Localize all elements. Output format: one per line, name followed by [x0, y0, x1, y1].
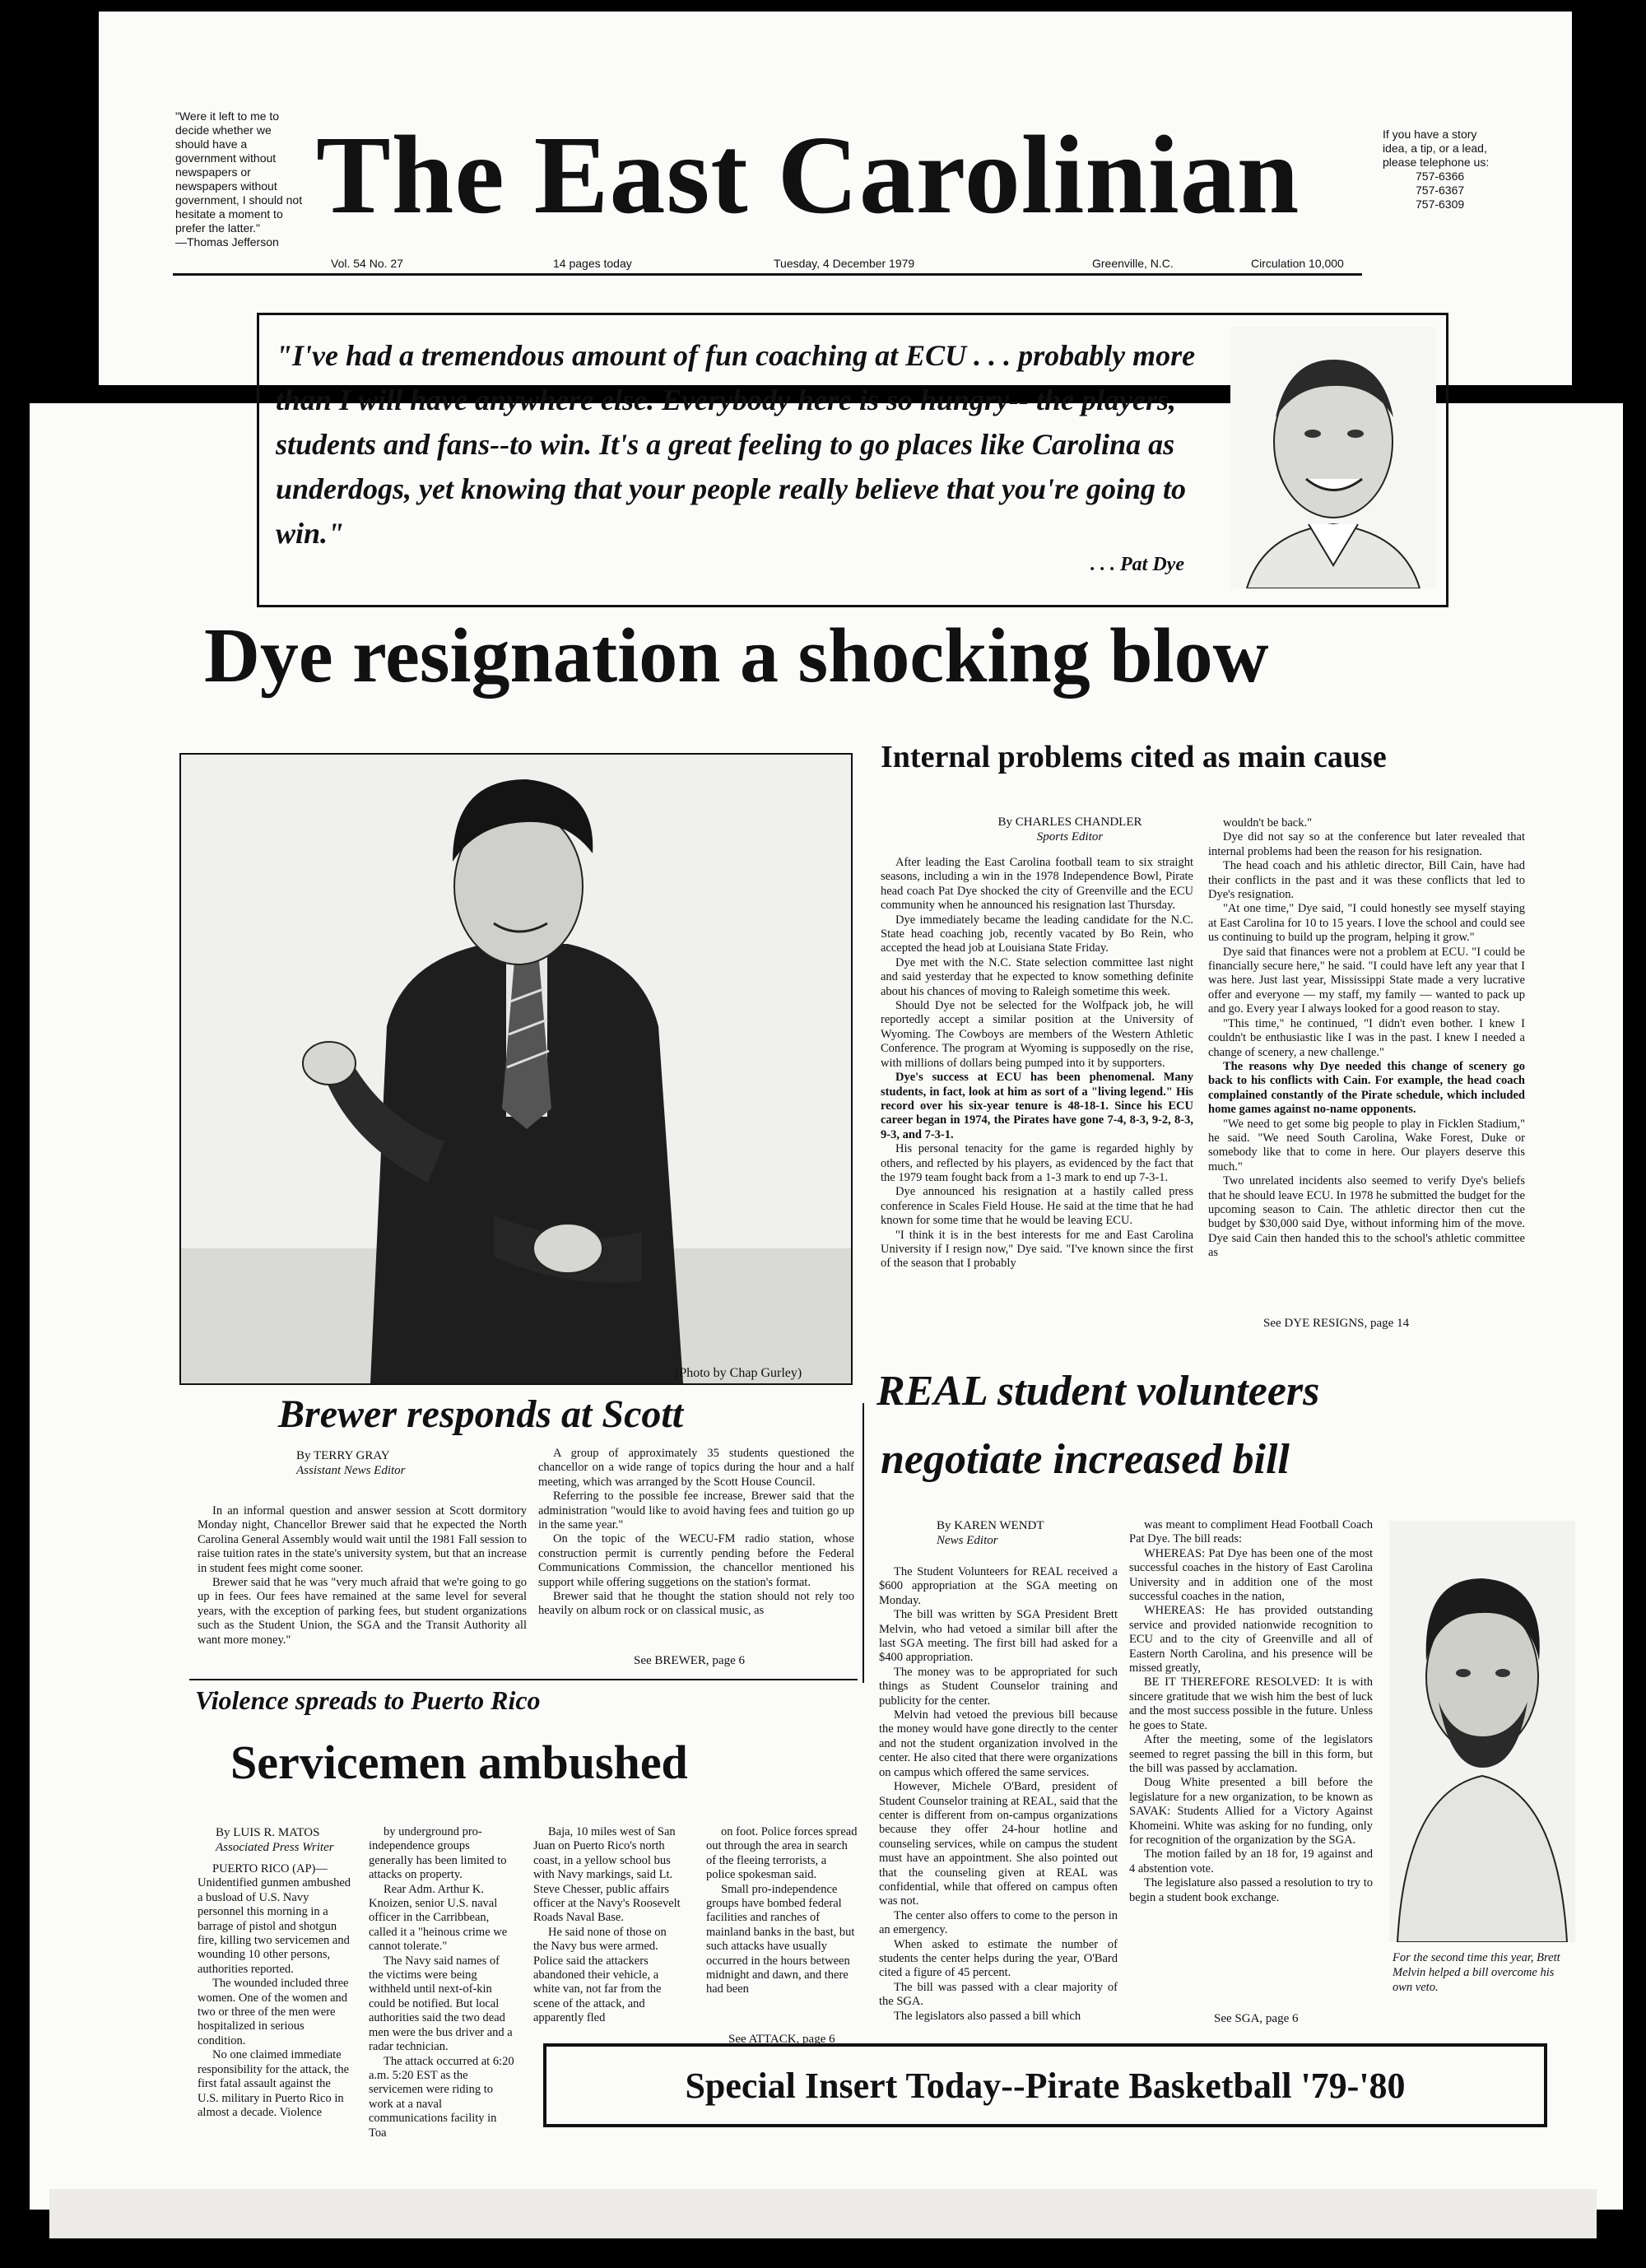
circulation: Circulation 10,000	[1251, 257, 1344, 270]
brewer-headline: Brewer responds at Scott	[278, 1392, 684, 1436]
pull-quote-box	[257, 313, 1448, 607]
pat-dye-seated-photo	[181, 755, 851, 1383]
attack-column-2: by underground pro-independence groups generally has been limited to attacks on property. Rear Adm. Arthur K. Knoizen, senior U.S. naval officer in the Carribbean, called it a "heinous crime we cannot tolerate." The Navy said names of the victims were being withheld until next-of-kin could be notified. But local authorities said the two dead men were the bus driver and a radar technician. The attack occurred at 6:20 a.m. 5:20 EST as the servicemen were riding to work at a naval communications facility in Toa	[369, 1825, 514, 2140]
dye-photo	[179, 753, 853, 1385]
dye-story-column-1: After leading the East Carolina football team to six straight seasons, including a win in the 1978 Independence Bowl, Pirate head coach Pat Dye shocked the city of Greenville and the ECU community when he announced his resignation last Thursday. Dye immediately became the leading candidate for the N.C. State head coaching job, recently vacated by Bo Rein, who accepted the head job at Louisiana State Friday. Dye met with the N.C. State selection committee last night and said yesterday that he expected to know something definite about his chances of moving to Raleigh sometime this week. Should Dye not be selected for the Wolfpack job, he will reportedly accept a similar position at the University of Wyoming. The Cowboys are members of the Western Athletic Conference. The program at Wyoming is supposedly on the rise, with millions of dollars being pumped into it by supporters. Dye's success at ECU has been phenomenal. Many students, in fact, look at him as sort of a "living legend." His record over his six-year tenure is 48-18-1. Since his ECU career began in 1974, the Pirates have gone 7-4, 8-3, 9-2, 8-3, 9-3, and 7-3-1. His personal tenacity for the game is regarded highly by others, and reflected by his players, as evidenced by the fact that the 1979 team fought back from a 1-3 mark to end up 7-3-1. Dye announced his resignation at a hastily called press conference in Scales Field House. He said at the time that he had known for some time that he would be leaving ECU. "I think it is in the best interests for me and East Carolina University if I resign now," Dye said. "I've known since the first of the season that I probably	[881, 856, 1193, 1271]
dye-story-column-2: wouldn't be back." Dye did not say so at the conference but later revealed that internal problems had been the reason for his resignation. The head coach and his athletic director, Bill Cain, have had their conflicts in the past and it was these conflicts that led to Dye's resignation. "At one time," Dye said, "I could honestly see myself staying at East Carolina for 10 to 15 years. I love the school and could see us continuing to build up the program, helping it grow." Dye said that finances were not a problem at ECU. "I could be financially secure here," he said. "I could have left any year that I was here. Just last year, Mississippi State made a very lucrative offer and everyone — my staff, my family — wanted to pack up and go. Every year I always looked for a good reason to stay. "This time," he continued, "I didn't even bother. I knew I couldn't be enthusiastic like I was in the past. I knew I needed a change of scenery, a new challenge." The reasons why Dye needed this change of scenery go back to his conflicts with Cain. For example, the head coach complained constantly of the Pirate schedule, which included home games against no-name opponents. "We need to get some big people to play in Ficklen Stadium," he said. "We need South Carolina, Wake Forest, Duke or somebody like that to come in here. Our players deserve this much." Two unrelated incidents also seemed to verify Dye's beliefs that he should leave ECU. In 1978 he submitted the budget for the upcoming season to Cain. The athletic director then cut the budget by $30,000 said Dye, without informing him of the move. Dye said Cain then handed this to the school's athletic committee as	[1208, 816, 1525, 1260]
attack-headline: Servicemen ambushed	[230, 1736, 688, 1789]
attack-column-1: PUERTO RICO (AP)— Unidentified gunmen ambushed a busload of U.S. Navy personnel this morning in a barrage of pistol and shotgun fire, killing two servicemen and wounding 10 other persons, authorities reported. The wounded included three women. One of the women and two or three of the men were hospitalized in serious condition. No one claimed immediate responsibility for the attack, the first fatal assault against the U.S. military in Puerto Rico in almost a decade. Violence	[198, 1862, 351, 2119]
dye-jump-line[interactable]: See DYE RESIGNS, page 14	[1263, 1317, 1410, 1330]
brett-melvin-photo	[1389, 1521, 1575, 1942]
column-divider	[863, 1403, 864, 1683]
real-headline-line-2: negotiate increased bill	[881, 1436, 1290, 1483]
pull-quote-text: "I've had a tremendous amount of fun coaching at ECU . . . probably more than I will have anywhere else. Everybody here is so hungry-- the players, students and fans--to win. It's a great feeling to go places like Carolina as underdogs, yet knowing that your people really believe that you're going to win."	[276, 339, 1196, 550]
brewer-column-1: In an informal question and answer session at Scott dormitory Monday night, Chancellor Brewer said that he expected the North Carolina General Assembly would wait until the 1981 Fall session to raise tuition rates in the state's university system, but that an increase in student fees might come sooner. Brewer said that he was "very much afraid that we're going to go up in fees. Our fees have remained at the same level for several years, with the exception of parking fees, but student organizations such as the Student Union, the SGA and the Transit Authority all want more money."	[198, 1504, 527, 1647]
brewer-column-2: A group of approximately 35 students questioned the chancellor on a wide range of topics during the hour and a half meeting, which was arranged by the Scott House Council. Referring to the possible fee increase, Brewer said that the administration "would like to avoid having fees and tuition go up in the same year." On the topic of the WECU-FM radio station, whose construction permit is currently pending before the Federal Communications Commission, the chancellor mentioned his support while offering suggetions on the station's format. Brewer said that he thought the station should not rely too heavily on album rock or on classical music, as	[538, 1447, 854, 1618]
brewer-rule	[189, 1679, 858, 1680]
main-headline: Dye resignation a shocking blow	[204, 613, 1269, 699]
special-insert-banner: Special Insert Today--Pirate Basketball '79-'80	[543, 2043, 1547, 2127]
attack-jump-line[interactable]: See ATTACK, page 6	[728, 2033, 835, 2046]
pull-quote-attribution: . . . Pat Dye	[1090, 554, 1184, 575]
attack-byline: By LUIS R. MATOS Associated Press Writer	[216, 1826, 334, 1854]
photo-credit: (Photo by Chap Gurley)	[675, 1366, 802, 1380]
attack-column-3: Baja, 10 miles west of San Juan on Puerto Rico's north coast, in a yellow school bus with Navy markings, said Lt. Steve Chesser, public affairs officer at the Navy's Roosevelt Roads Naval Base. He said none of those on the Navy bus were armed. Police said the attackers abandoned their vehicle, a white van, not far from the scene of the attack, and apparently fled	[533, 1825, 681, 2025]
masthead-rule	[173, 273, 1362, 276]
real-column-1: The Student Volunteers for REAL received a $600 appropriation at the SGA meeting on Monday. The bill was written by SGA President Brett Melvin, who had vetoed a similar bill after the last SGA meeting. The first bill had asked for a $400 appropriation. The money was to be appropriated for such things as Student Counselor training and publicity for the center. Melvin had vetoed the previous bill because the money would have gone directly to the center and not the student organization involved in the center. He also cited that there were organizations on campus which offered the same services. However, Michele O'Bard, president of Student Counselor training at REAL, said that the center is different from on-campus organizations because they offer 24-hour hotline and counseling services, while on campus the student must have an appointment. She also pointed out that the counseling given at REAL was confidential, while that offered on campus often was not. The center also offers to come to the person in an emergency. When asked to estimate the number of students the center helps during the year, O'Bard cited a figure of 45 percent. The bill was passed with a clear majority of the SGA. The legislators also passed a bill which	[879, 1565, 1118, 2023]
page-count: 14 pages today	[553, 257, 632, 270]
real-byline: By KAREN WENDT News Editor	[937, 1519, 1044, 1547]
dye-byline: By CHARLES CHANDLER Sports Editor	[997, 816, 1142, 844]
jefferson-quote: "Were it left to me to decide whether we should have a government without newspapers or newspapers without government, I should not hesitate a moment to prefer the latter." —Thomas Jefferson	[175, 109, 303, 249]
pat-dye-headshot	[1230, 327, 1436, 588]
real-headline-line-1: REAL student volunteers	[876, 1368, 1320, 1415]
story-tip-box: If you have a story idea, a tip, or a lead, please telephone us: 757-6366 757-6367 757-6309	[1383, 128, 1490, 211]
melvin-photo-caption: For the second time this year, Brett Melvin helped a bill overcome his own veto.	[1393, 1951, 1560, 1994]
attack-kicker: Violence spreads to Puerto Rico	[195, 1685, 541, 1715]
dye-subhead: Internal problems cited as main cause	[881, 740, 1387, 774]
location: Greenville, N.C.	[1092, 257, 1174, 270]
brewer-byline: By TERRY GRAY Assistant News Editor	[296, 1449, 406, 1477]
volume-number: Vol. 54 No. 27	[331, 257, 403, 270]
real-jump-line[interactable]: See SGA, page 6	[1214, 2012, 1299, 2025]
attack-column-4: on foot. Police forces spread out through the area in search of the fleeing terrorists, a police spokesman said. Small pro-independence groups have bombed federal facilities and ranches of mainland banks in the bast, but such attacks have usually occurred in the hours between midnight and dawn, and there had been	[706, 1825, 858, 1996]
masthead-title: The East Carolinian	[316, 114, 1300, 237]
brewer-jump-line[interactable]: See BREWER, page 6	[634, 1654, 745, 1667]
real-column-2: was meant to compliment Head Football Coach Pat Dye. The bill reads: WHEREAS: Pat Dye has been one of the most successful coaches in the history of East Carolina University and in addition one of the most successful coaches in the nation, WHEREAS: He has provided outstanding service and provided nationwide recognition to ECU and to the city of Greenville and all of Eastern North Carolina, and his presence will be missed greatly, BE IT THEREFORE RESOLVED: It is with sincere gratitude that we wish him the best of luck and the most success possible in the future. Unless he goes to State. After the meeting, some of the legislators seemed to regret passing the bill in this form, but the bill was passed by acclamation. Doug White presented a bill before the legislature for a new organization, to be known as SAVAK: Students Allied for a Victory Against Khomeini. White was asking for no funding, only for recognition of the organization by the SGA. The motion failed by an 18 for, 19 against and 4 abstention vote. The legislature also passed a resolution to try to begin a student book exchange.	[1129, 1518, 1373, 1904]
issue-date: Tuesday, 4 December 1979	[774, 257, 915, 270]
newspaper-page-edge	[49, 2189, 1597, 2238]
